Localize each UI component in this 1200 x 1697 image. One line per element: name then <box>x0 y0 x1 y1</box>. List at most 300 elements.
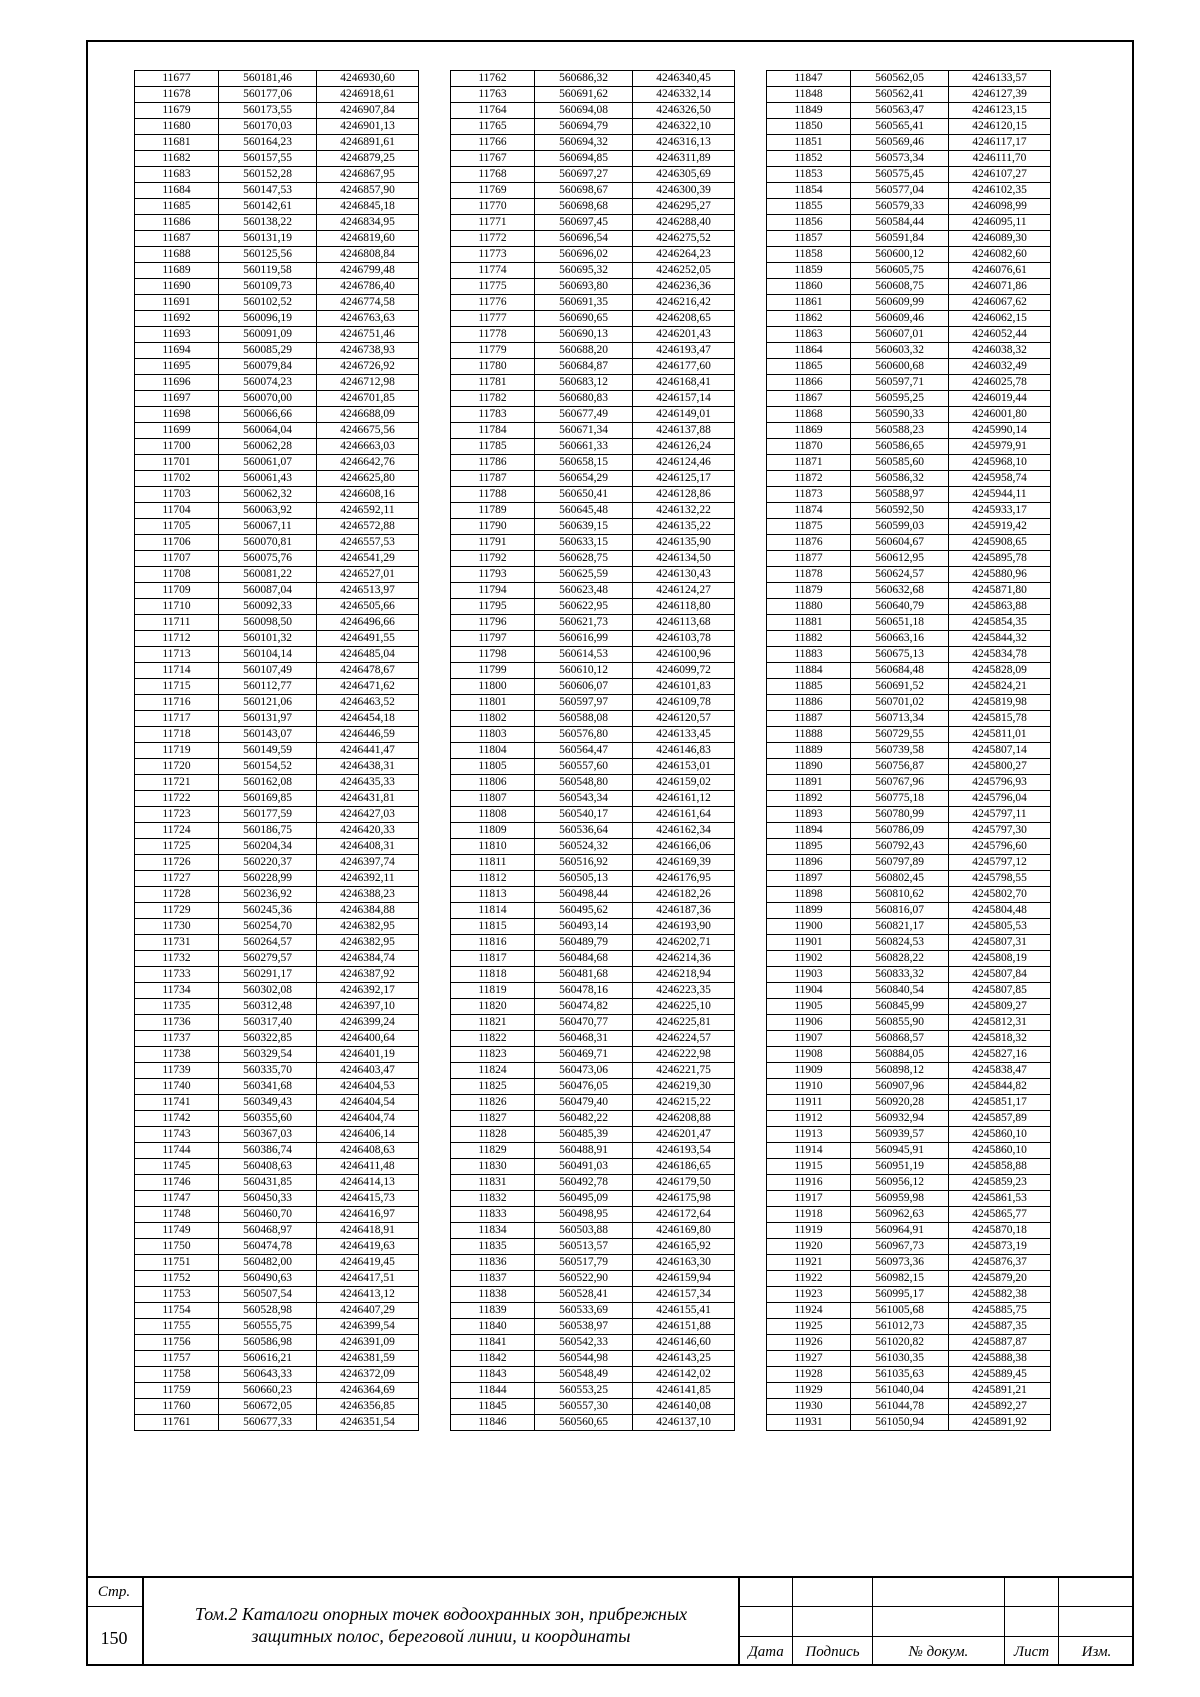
point-id: 11688 <box>135 247 219 263</box>
point-id: 11786 <box>451 455 535 471</box>
x-coordinate: 560516,92 <box>535 855 633 871</box>
x-coordinate: 560329,54 <box>219 1047 317 1063</box>
table-row <box>451 407 735 423</box>
x-coordinate: 560739,58 <box>851 743 949 759</box>
y-coordinate: 4246101,83 <box>633 679 735 695</box>
y-coordinate: 4246471,62 <box>317 679 419 695</box>
point-id: 11821 <box>451 1015 535 1031</box>
y-coordinate: 4245838,47 <box>949 1063 1051 1079</box>
x-coordinate: 560431,85 <box>219 1175 317 1191</box>
point-id: 11714 <box>135 663 219 679</box>
point-id: 11846 <box>451 1415 535 1431</box>
y-coordinate: 4246186,65 <box>633 1159 735 1175</box>
point-id: 11884 <box>767 663 851 679</box>
table-row <box>767 999 1051 1015</box>
x-coordinate: 560579,33 <box>851 199 949 215</box>
x-coordinate: 560493,14 <box>535 919 633 935</box>
y-coordinate: 4246182,26 <box>633 887 735 903</box>
table-row <box>767 599 1051 615</box>
point-id: 11751 <box>135 1255 219 1271</box>
y-coordinate: 4245908,65 <box>949 535 1051 551</box>
x-coordinate: 560557,30 <box>535 1399 633 1415</box>
x-coordinate: 560694,79 <box>535 119 633 135</box>
x-coordinate: 560604,67 <box>851 535 949 551</box>
x-coordinate: 560109,73 <box>219 279 317 295</box>
y-coordinate: 4246052,44 <box>949 327 1051 343</box>
table-row <box>767 711 1051 727</box>
point-id: 11825 <box>451 1079 535 1095</box>
point-id: 11879 <box>767 583 851 599</box>
x-coordinate: 560177,59 <box>219 807 317 823</box>
table-row <box>451 279 735 295</box>
point-id: 11796 <box>451 615 535 631</box>
x-coordinate: 560147,53 <box>219 183 317 199</box>
table-row <box>135 1207 419 1223</box>
point-id: 11766 <box>451 135 535 151</box>
table-row <box>767 1143 1051 1159</box>
point-id: 11754 <box>135 1303 219 1319</box>
table-row <box>767 311 1051 327</box>
x-coordinate: 560658,15 <box>535 455 633 471</box>
y-coordinate: 4246332,14 <box>633 87 735 103</box>
y-coordinate: 4246193,47 <box>633 343 735 359</box>
y-coordinate: 4246401,19 <box>317 1047 419 1063</box>
x-coordinate: 560181,46 <box>219 71 317 87</box>
table-row <box>451 167 735 183</box>
table-row <box>451 1319 735 1335</box>
point-id: 11882 <box>767 631 851 647</box>
table-row <box>135 999 419 1015</box>
y-coordinate: 4246124,46 <box>633 455 735 471</box>
point-id: 11914 <box>767 1143 851 1159</box>
x-coordinate: 560254,70 <box>219 919 317 935</box>
y-coordinate: 4246159,02 <box>633 775 735 791</box>
y-coordinate: 4246067,62 <box>949 295 1051 311</box>
x-coordinate: 560470,77 <box>535 1015 633 1031</box>
y-coordinate: 4245798,55 <box>949 871 1051 887</box>
x-coordinate: 560606,07 <box>535 679 633 695</box>
y-coordinate: 4245861,53 <box>949 1191 1051 1207</box>
table-row <box>451 1207 735 1223</box>
point-id: 11696 <box>135 375 219 391</box>
point-id: 11805 <box>451 759 535 775</box>
point-id: 11909 <box>767 1063 851 1079</box>
y-coordinate: 4246316,13 <box>633 135 735 151</box>
x-coordinate: 560291,17 <box>219 967 317 983</box>
x-coordinate: 560828,22 <box>851 951 949 967</box>
y-coordinate: 4246774,58 <box>317 295 419 311</box>
table-row <box>451 1351 735 1367</box>
table-row <box>451 1095 735 1111</box>
table-row <box>135 487 419 503</box>
point-id: 11681 <box>135 135 219 151</box>
y-coordinate: 4246387,92 <box>317 967 419 983</box>
y-coordinate: 4246485,04 <box>317 647 419 663</box>
point-id: 11691 <box>135 295 219 311</box>
x-coordinate: 560810,62 <box>851 887 949 903</box>
table-row <box>767 487 1051 503</box>
table-row <box>767 1175 1051 1191</box>
point-id: 11812 <box>451 871 535 887</box>
table-row <box>767 167 1051 183</box>
table-row <box>767 1367 1051 1383</box>
point-id: 11843 <box>451 1367 535 1383</box>
x-coordinate: 560096,19 <box>219 311 317 327</box>
point-id: 11780 <box>451 359 535 375</box>
y-coordinate: 4246427,03 <box>317 807 419 823</box>
point-id: 11905 <box>767 999 851 1015</box>
y-coordinate: 4245887,35 <box>949 1319 1051 1335</box>
point-id: 11868 <box>767 407 851 423</box>
point-id: 11698 <box>135 407 219 423</box>
point-id: 11756 <box>135 1335 219 1351</box>
table-row <box>767 807 1051 823</box>
table-row <box>135 951 419 967</box>
x-coordinate: 560695,32 <box>535 263 633 279</box>
y-coordinate: 4245882,38 <box>949 1287 1051 1303</box>
table-row <box>135 135 419 151</box>
table-row <box>135 711 419 727</box>
point-id: 11832 <box>451 1191 535 1207</box>
table-row <box>451 1223 735 1239</box>
y-coordinate: 4246201,47 <box>633 1127 735 1143</box>
x-coordinate: 560468,97 <box>219 1223 317 1239</box>
table-row <box>767 1127 1051 1143</box>
x-coordinate: 560591,84 <box>851 231 949 247</box>
point-id: 11852 <box>767 151 851 167</box>
y-coordinate: 4245796,93 <box>949 775 1051 791</box>
point-id: 11838 <box>451 1287 535 1303</box>
point-id: 11836 <box>451 1255 535 1271</box>
x-coordinate: 560474,78 <box>219 1239 317 1255</box>
x-coordinate: 560690,13 <box>535 327 633 343</box>
table-row <box>135 1223 419 1239</box>
y-coordinate: 4246311,89 <box>633 151 735 167</box>
table-row <box>135 983 419 999</box>
x-coordinate: 560548,49 <box>535 1367 633 1383</box>
point-id: 11770 <box>451 199 535 215</box>
table-row <box>451 647 735 663</box>
point-id: 11921 <box>767 1255 851 1271</box>
point-id: 11785 <box>451 439 535 455</box>
y-coordinate: 4246751,46 <box>317 327 419 343</box>
point-id: 11907 <box>767 1031 851 1047</box>
x-coordinate: 560920,28 <box>851 1095 949 1111</box>
table-row <box>767 583 1051 599</box>
point-id: 11779 <box>451 343 535 359</box>
x-coordinate: 560691,62 <box>535 87 633 103</box>
table-row <box>451 343 735 359</box>
y-coordinate: 4246404,74 <box>317 1111 419 1127</box>
x-coordinate: 560488,91 <box>535 1143 633 1159</box>
point-id: 11738 <box>135 1047 219 1063</box>
x-coordinate: 560482,22 <box>535 1111 633 1127</box>
y-coordinate: 4246397,10 <box>317 999 419 1015</box>
y-coordinate: 4246496,66 <box>317 615 419 631</box>
point-id: 11742 <box>135 1111 219 1127</box>
x-coordinate: 560610,12 <box>535 663 633 679</box>
y-coordinate: 4245876,37 <box>949 1255 1051 1271</box>
point-id: 11769 <box>451 183 535 199</box>
table-row <box>451 583 735 599</box>
x-coordinate: 560939,57 <box>851 1127 949 1143</box>
x-coordinate: 560694,32 <box>535 135 633 151</box>
table-row <box>767 199 1051 215</box>
point-id: 11896 <box>767 855 851 871</box>
y-coordinate: 4245828,09 <box>949 663 1051 679</box>
x-coordinate: 560503,88 <box>535 1223 633 1239</box>
y-coordinate: 4246400,64 <box>317 1031 419 1047</box>
table-row <box>767 151 1051 167</box>
y-coordinate: 4246417,51 <box>317 1271 419 1287</box>
y-coordinate: 4246726,92 <box>317 359 419 375</box>
x-coordinate: 560600,12 <box>851 247 949 263</box>
table-row <box>451 887 735 903</box>
table-row <box>135 119 419 135</box>
point-id: 11761 <box>135 1415 219 1431</box>
y-coordinate: 4245818,32 <box>949 1031 1051 1047</box>
point-id: 11773 <box>451 247 535 263</box>
table-row <box>451 903 735 919</box>
point-id: 11684 <box>135 183 219 199</box>
x-coordinate: 560102,52 <box>219 295 317 311</box>
table-row <box>767 823 1051 839</box>
y-coordinate: 4246038,32 <box>949 343 1051 359</box>
table-row <box>135 839 419 855</box>
y-coordinate: 4245968,10 <box>949 455 1051 471</box>
table-row <box>135 1111 419 1127</box>
point-id: 11752 <box>135 1271 219 1287</box>
table-row <box>767 1383 1051 1399</box>
y-coordinate: 4246406,14 <box>317 1127 419 1143</box>
table-row <box>135 887 419 903</box>
x-coordinate: 560070,00 <box>219 391 317 407</box>
x-coordinate: 560675,13 <box>851 647 949 663</box>
x-coordinate: 560616,99 <box>535 631 633 647</box>
point-id: 11794 <box>451 583 535 599</box>
y-coordinate: 4245797,30 <box>949 823 1051 839</box>
y-coordinate: 4246120,57 <box>633 711 735 727</box>
table-row <box>767 1319 1051 1335</box>
y-coordinate: 4246879,25 <box>317 151 419 167</box>
x-coordinate: 560317,40 <box>219 1015 317 1031</box>
table-row <box>451 1367 735 1383</box>
point-id: 11869 <box>767 423 851 439</box>
y-coordinate: 4245827,16 <box>949 1047 1051 1063</box>
table-row <box>135 247 419 263</box>
x-coordinate: 560157,55 <box>219 151 317 167</box>
y-coordinate: 4246149,01 <box>633 407 735 423</box>
x-coordinate: 560063,92 <box>219 503 317 519</box>
point-id: 11897 <box>767 871 851 887</box>
y-coordinate: 4246275,52 <box>633 231 735 247</box>
x-coordinate: 560701,02 <box>851 695 949 711</box>
y-coordinate: 4245805,53 <box>949 919 1051 935</box>
x-coordinate: 560482,00 <box>219 1255 317 1271</box>
table-row <box>451 823 735 839</box>
point-id: 11722 <box>135 791 219 807</box>
point-id: 11710 <box>135 599 219 615</box>
table-row <box>451 759 735 775</box>
point-id: 11686 <box>135 215 219 231</box>
x-coordinate: 560474,82 <box>535 999 633 1015</box>
table-row <box>451 199 735 215</box>
table-row <box>135 295 419 311</box>
y-coordinate: 4246351,54 <box>317 1415 419 1431</box>
x-coordinate: 560142,61 <box>219 199 317 215</box>
y-coordinate: 4246225,81 <box>633 1015 735 1031</box>
y-coordinate: 4245919,42 <box>949 519 1051 535</box>
table-row <box>451 919 735 935</box>
x-coordinate: 560597,97 <box>535 695 633 711</box>
table-row <box>451 551 735 567</box>
y-coordinate: 4246216,42 <box>633 295 735 311</box>
y-coordinate: 4246381,59 <box>317 1351 419 1367</box>
point-id: 11680 <box>135 119 219 135</box>
table-row <box>451 1303 735 1319</box>
table-row <box>451 631 735 647</box>
x-coordinate: 560756,87 <box>851 759 949 775</box>
y-coordinate: 4245819,98 <box>949 695 1051 711</box>
y-coordinate: 4246416,97 <box>317 1207 419 1223</box>
y-coordinate: 4246128,86 <box>633 487 735 503</box>
y-coordinate: 4246264,23 <box>633 247 735 263</box>
point-id: 11853 <box>767 167 851 183</box>
document-title-line-1: Том.2 Каталоги опорных точек водоохранных зон, прибрежных <box>194 1604 688 1624</box>
y-coordinate: 4246133,45 <box>633 727 735 743</box>
x-coordinate: 560565,41 <box>851 119 949 135</box>
y-coordinate: 4246415,73 <box>317 1191 419 1207</box>
y-coordinate: 4246557,53 <box>317 535 419 551</box>
y-coordinate: 4246169,39 <box>633 855 735 871</box>
x-coordinate: 560062,28 <box>219 439 317 455</box>
table-row <box>135 759 419 775</box>
x-coordinate: 560677,33 <box>219 1415 317 1431</box>
table-row <box>135 1047 419 1063</box>
point-id: 11795 <box>451 599 535 615</box>
y-coordinate: 4245857,89 <box>949 1111 1051 1127</box>
point-id: 11745 <box>135 1159 219 1175</box>
y-coordinate: 4246223,35 <box>633 983 735 999</box>
y-coordinate: 4246146,83 <box>633 743 735 759</box>
x-coordinate: 560694,08 <box>535 103 633 119</box>
y-coordinate: 4246288,40 <box>633 215 735 231</box>
point-id: 11677 <box>135 71 219 87</box>
point-id: 11860 <box>767 279 851 295</box>
y-coordinate: 4246403,47 <box>317 1063 419 1079</box>
column-date: Дата <box>748 1644 784 1660</box>
x-coordinate: 560169,85 <box>219 791 317 807</box>
y-coordinate: 4246763,63 <box>317 311 419 327</box>
point-id: 11916 <box>767 1175 851 1191</box>
point-id: 11747 <box>135 1191 219 1207</box>
x-coordinate: 560061,43 <box>219 471 317 487</box>
point-id: 11849 <box>767 103 851 119</box>
table-row <box>135 775 419 791</box>
y-coordinate: 4245860,10 <box>949 1143 1051 1159</box>
point-id: 11824 <box>451 1063 535 1079</box>
point-id: 11920 <box>767 1239 851 1255</box>
table-row <box>451 247 735 263</box>
point-id: 11870 <box>767 439 851 455</box>
point-id: 11892 <box>767 791 851 807</box>
y-coordinate: 4246175,98 <box>633 1191 735 1207</box>
x-coordinate: 560584,44 <box>851 215 949 231</box>
point-id: 11893 <box>767 807 851 823</box>
x-coordinate: 560164,23 <box>219 135 317 151</box>
table-row <box>451 471 735 487</box>
table-row <box>135 1095 419 1111</box>
x-coordinate: 560780,99 <box>851 807 949 823</box>
y-coordinate: 4246300,39 <box>633 183 735 199</box>
y-coordinate: 4246438,31 <box>317 759 419 775</box>
table-row <box>135 1335 419 1351</box>
table-row <box>135 743 419 759</box>
x-coordinate: 560355,60 <box>219 1111 317 1127</box>
y-coordinate: 4246675,56 <box>317 423 419 439</box>
x-coordinate: 560898,12 <box>851 1063 949 1079</box>
x-coordinate: 560640,79 <box>851 599 949 615</box>
table-row <box>451 135 735 151</box>
table-row <box>451 1047 735 1063</box>
y-coordinate: 4246202,71 <box>633 935 735 951</box>
point-id: 11682 <box>135 151 219 167</box>
table-row <box>767 391 1051 407</box>
point-id: 11793 <box>451 567 535 583</box>
table-row <box>767 1095 1051 1111</box>
table-row <box>767 471 1051 487</box>
point-id: 11844 <box>451 1383 535 1399</box>
point-id: 11912 <box>767 1111 851 1127</box>
x-coordinate: 560553,25 <box>535 1383 633 1399</box>
point-id: 11699 <box>135 423 219 439</box>
table-row <box>135 1015 419 1031</box>
column-document-number: № докум. <box>908 1644 969 1660</box>
x-coordinate: 560513,57 <box>535 1239 633 1255</box>
y-coordinate: 4246062,15 <box>949 311 1051 327</box>
y-coordinate: 4246399,54 <box>317 1319 419 1335</box>
point-id: 11877 <box>767 551 851 567</box>
y-coordinate: 4245844,82 <box>949 1079 1051 1095</box>
table-row <box>135 311 419 327</box>
table-row <box>451 855 735 871</box>
point-id: 11776 <box>451 295 535 311</box>
y-coordinate: 4246907,84 <box>317 103 419 119</box>
point-id: 11878 <box>767 567 851 583</box>
y-coordinate: 4246392,11 <box>317 871 419 887</box>
point-id: 11834 <box>451 1223 535 1239</box>
y-coordinate: 4245958,74 <box>949 471 1051 487</box>
y-coordinate: 4245812,31 <box>949 1015 1051 1031</box>
x-coordinate: 560824,53 <box>851 935 949 951</box>
point-id: 11817 <box>451 951 535 967</box>
table-row <box>767 1063 1051 1079</box>
column-change: Изм. <box>1081 1644 1112 1660</box>
x-coordinate: 560536,64 <box>535 823 633 839</box>
x-coordinate: 560816,07 <box>851 903 949 919</box>
table-row <box>135 1271 419 1287</box>
point-id: 11927 <box>767 1351 851 1367</box>
table-row <box>135 343 419 359</box>
point-id: 11774 <box>451 263 535 279</box>
y-coordinate: 4246857,90 <box>317 183 419 199</box>
point-id: 11701 <box>135 455 219 471</box>
table-row <box>135 1351 419 1367</box>
point-id: 11783 <box>451 407 535 423</box>
y-coordinate: 4245887,87 <box>949 1335 1051 1351</box>
y-coordinate: 4245885,75 <box>949 1303 1051 1319</box>
table-row <box>767 247 1051 263</box>
